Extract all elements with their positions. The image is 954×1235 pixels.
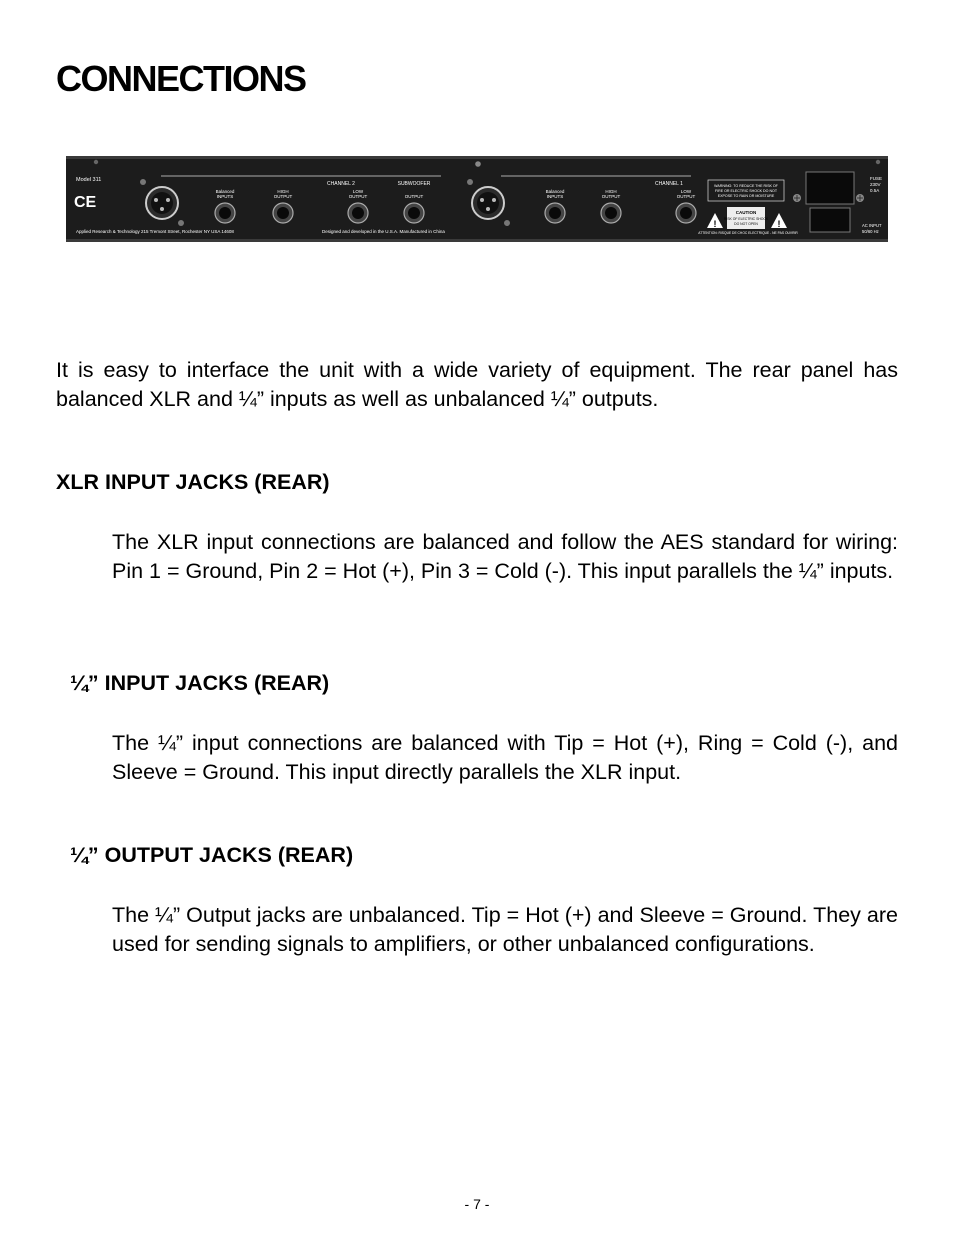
screw-icon: [475, 161, 481, 167]
quarter-inch-input-heading: ¼” INPUT JACKS (REAR): [70, 671, 330, 695]
screw-icon: [876, 160, 880, 164]
power-inlet: [806, 172, 854, 204]
fuse-holder: [810, 208, 850, 232]
svg-text:CHANNEL 2: CHANNEL 2: [327, 181, 355, 187]
svg-text:FUSE: FUSE: [870, 176, 883, 181]
intro-paragraph: It is easy to interface the unit with a wide variety of equipment. The rear panel has balanced XLR and ¼” inputs as well as unbalanced ¼” outputs.: [56, 358, 898, 411]
svg-text:0.5A: 0.5A: [870, 188, 880, 193]
svg-text:HIGH: HIGH: [277, 189, 289, 194]
screw-icon: [94, 160, 98, 164]
svg-text:AC INPUT: AC INPUT: [862, 223, 882, 228]
svg-text:Balanced: Balanced: [545, 189, 565, 194]
model-label: Model 311: [76, 177, 102, 183]
svg-text:SUBWOOFER: SUBWOOFER: [397, 181, 431, 187]
svg-text:230V: 230V: [870, 182, 881, 187]
page-number: - 7 -: [464, 1196, 490, 1212]
svg-text:OUTPUT: OUTPUT: [676, 194, 696, 199]
svg-text:CAUTION: CAUTION: [735, 210, 757, 215]
svg-text:LOW: LOW: [352, 189, 364, 194]
svg-text:OUTPUT: OUTPUT: [601, 194, 621, 199]
svg-text:FIRE OR ELECTRIC SHOCK DO NOT: FIRE OR ELECTRIC SHOCK DO NOT: [714, 189, 778, 193]
made-in-text: Designed and developed in the U.S.A. Manufactured in China: [322, 229, 445, 234]
quarter-inch-output-heading: ¼” OUTPUT JACKS (REAR): [70, 843, 354, 867]
page-title: CONNECTIONS: [56, 58, 306, 99]
quarter-inch-output-paragraph: The ¼” Output jacks are unbalanced. Tip = Hot (+) and Sleeve = Ground. They are used for sending signals to amplifiers, or other unbalanced configurations.: [112, 903, 898, 956]
svg-text:EXPOSE TO RAIN OR MOISTURE: EXPOSE TO RAIN OR MOISTURE: [717, 194, 775, 198]
svg-text:RISK OF ELECTRIC SHOCK: RISK OF ELECTRIC SHOCK: [723, 217, 769, 221]
svg-text:!: !: [777, 219, 781, 229]
svg-text:LOW: LOW: [680, 189, 692, 194]
svg-text:HIGH: HIGH: [605, 189, 617, 194]
ce-mark: CE: [74, 194, 97, 211]
svg-text:OUTPUT: OUTPUT: [348, 194, 368, 199]
svg-text:Balanced: Balanced: [215, 189, 235, 194]
svg-text:DO NOT OPEN: DO NOT OPEN: [734, 222, 758, 226]
svg-text:WARNING: TO REDUCE THE RISK OF: WARNING: TO REDUCE THE RISK OF: [714, 184, 778, 188]
svg-text:INPUTS: INPUTS: [546, 194, 564, 199]
svg-text:50/60 Hz: 50/60 Hz: [862, 229, 879, 234]
svg-text:INPUTS: INPUTS: [216, 194, 234, 199]
svg-text:CHANNEL 1: CHANNEL 1: [655, 181, 683, 187]
svg-text:OUTPUT: OUTPUT: [404, 194, 424, 199]
xlr-input-paragraph: The XLR input connections are balanced and follow the AES standard for wiring: Pin 1 = Ground, Pin 2 = Hot (+), Pin 3 = Cold (-). This input parallels the ¼” inputs.: [112, 530, 898, 583]
address-text: Applied Research & Technology 215 Tremont Street, Rochester NY USA 14608: [76, 229, 234, 234]
svg-text:OUTPUT: OUTPUT: [273, 194, 293, 199]
svg-text:!: !: [713, 219, 717, 229]
svg-text:ATTENTION: RISQUE DE CHOC ELEC: ATTENTION: RISQUE DE CHOC ELECTRIQUE - NE PAS OUVRIR: [698, 231, 798, 235]
xlr-input-heading: XLR INPUT JACKS (REAR): [56, 470, 330, 494]
quarter-inch-input-paragraph: The ¼” input connections are balanced with Tip = Hot (+), Ring = Cold (-), and Sleeve = Ground. This input directly parallels the XLR input.: [112, 731, 898, 784]
rear-panel-illustration: [66, 156, 888, 242]
